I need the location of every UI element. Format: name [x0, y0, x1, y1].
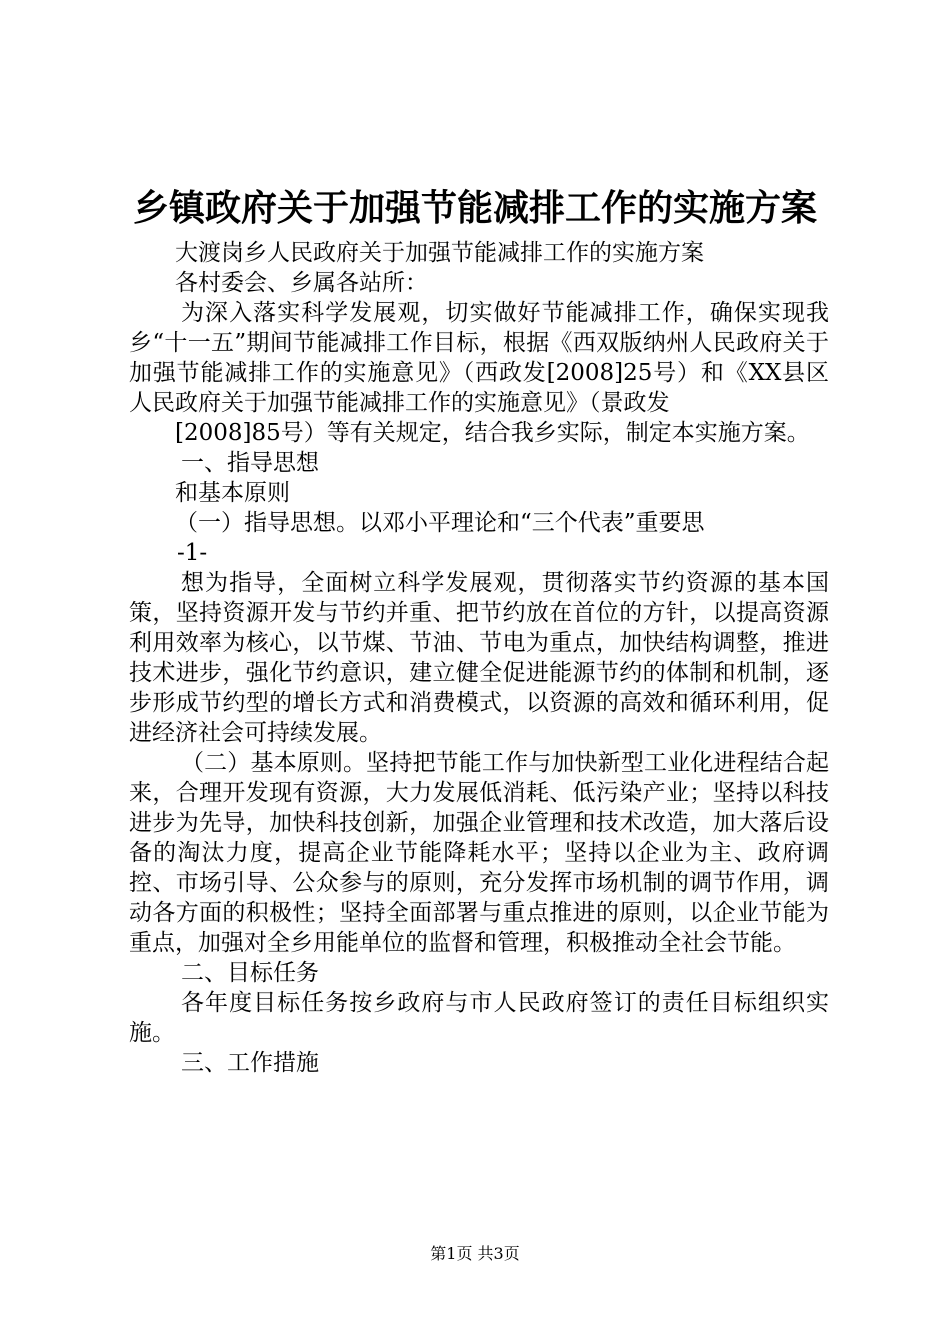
section-heading-1-continued: 和基本原则	[175, 480, 290, 506]
document-title: 乡镇政府关于加强节能减排工作的实施方案	[132, 187, 817, 229]
page-footer: 第1页 共3页	[430, 1244, 520, 1263]
paragraph-intro: 为深入落实科学发展观，切实做好节能减排工作，确保实现我乡“十一五”期间节能减排工作目标，根据《西双版纳州人民政府关于加强节能减排工作的实施意见》（西政发[2008]25号）和《XX县区人民政府关于加强节能减排工作的实施意见》（景政发	[129, 300, 829, 416]
paragraph-guiding-thought-continued: 想为指导，全面树立科学发展观，贯彻落实节约资源的基本国策，坚持资源开发与节约并重、把节约放在首位的方针，以提高资源利用效率为核心，以节煤、节油、节电为重点，加快结构调整，推进技术进步，强化节约意识，建立健全促进能源节约的体制和机制，逐步形成节约型的增长方式和消费模式，以资源的高效和循环利用，促进经济社会可持续发展。	[129, 570, 829, 746]
paragraph-intro-continued: [2008]85号）等有关规定，结合我乡实际，制定本实施方案。	[175, 420, 810, 446]
section-heading-1: 一、指导思想	[181, 450, 319, 476]
paragraph-heading: 大渡岗乡人民政府关于加强节能减排工作的实施方案	[175, 240, 704, 266]
paragraph-targets: 各年度目标任务按乡政府与市人民政府签订的责任目标组织实施。	[129, 990, 829, 1046]
section-heading-3: 三、工作措施	[181, 1050, 319, 1076]
page-marker: -1-	[177, 540, 208, 566]
section-heading-2: 二、目标任务	[181, 960, 319, 986]
paragraph-basic-principles: （二）基本原则。坚持把节能工作与加快新型工业化进程结合起来，合理开发现有资源，大力发展低消耗、低污染产业；坚持以科技进步为先导，加快科技创新，加强企业管理和技术改造，加大落后设备的淘汰力度，提高企业节能降耗水平；坚持以企业为主、政府调控、市场引导、公众参与的原则，充分发挥市场机制的调节作用，调动各方面的积极性；坚持全面部署与重点推进的原则，以企业节能为重点，加强对全乡用能单位的监督和管理，积极推动全社会节能。	[129, 750, 829, 956]
paragraph-guiding-thought: （一）指导思想。以邓小平理论和“三个代表”重要思	[175, 510, 705, 536]
document-body	[129, 238, 829, 1078]
paragraph-addressee: 各村委会、乡属各站所：	[175, 270, 428, 296]
